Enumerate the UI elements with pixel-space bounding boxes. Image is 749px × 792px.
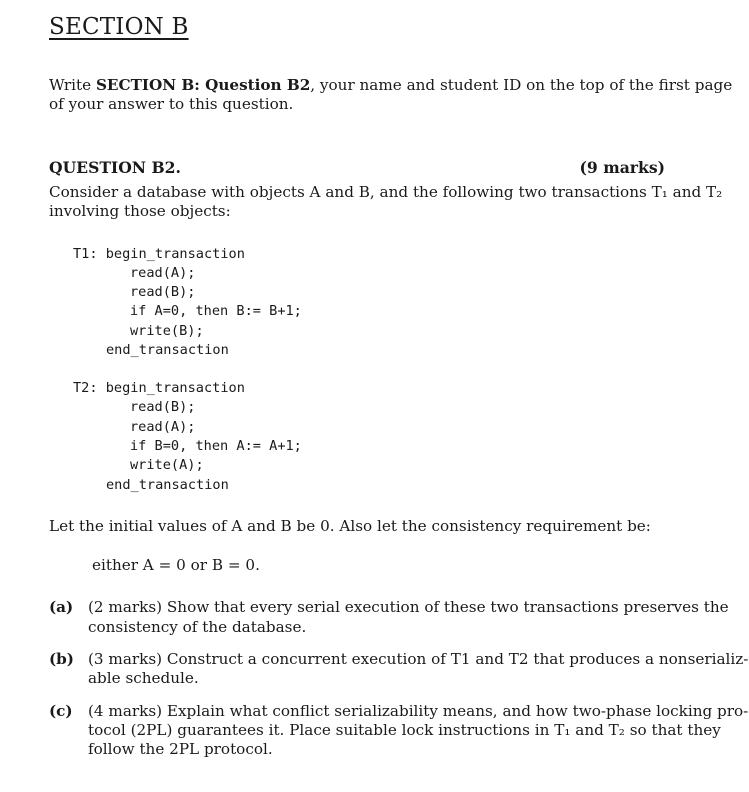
part-b-line-1: (3 marks) Construct a concurrent execution of T1 and T2 that produces a nonserializ- [88, 650, 749, 668]
consistency-statement: Let the initial values of A and B be 0. Also let the consistency requirement be: [49, 517, 651, 535]
question-marks: (9 marks) [579, 158, 665, 177]
t2-header [73, 379, 245, 398]
t1-line-1: read(A); [130, 265, 196, 281]
part-c-line-3: follow the 2PL protocol. [88, 740, 273, 758]
t2-begin: begin_transaction [105, 380, 245, 396]
t1-begin: begin_transaction [105, 246, 245, 262]
part-c-label: (c) [49, 702, 73, 720]
intro-line-2: of your answer to this question. [49, 95, 294, 113]
t2-line-2: read(A); [130, 419, 196, 435]
intro-suffix: , your name and student ID on the top of the first page [310, 76, 733, 94]
section-title: SECTION B [49, 14, 189, 40]
t1-label: T1: [73, 246, 98, 262]
part-c-line-1: (4 marks) Explain what conflict serializability means, and how two-phase locking pro- [88, 702, 749, 720]
question-label: QUESTION B2. [49, 158, 181, 177]
t1-line-3: if A=0, then B:= B+1; [130, 303, 302, 319]
t2-line-1: read(B); [130, 399, 196, 415]
part-a-line-1: (2 marks) Show that every serial execution of these two transactions preserves the [88, 598, 729, 616]
t2-label: T2: [73, 380, 98, 396]
part-b-label: (b) [49, 650, 74, 668]
part-a-label: (a) [49, 598, 74, 616]
part-b-line-2: able schedule. [88, 669, 199, 687]
t2-line-4: write(A); [130, 457, 204, 473]
consistency-requirement: either A = 0 or B = 0. [92, 556, 260, 574]
intro-bold: SECTION B: Question B2 [95, 76, 311, 94]
intro-line-1 [49, 76, 732, 95]
part-a-line-2: consistency of the database. [88, 618, 307, 636]
t1-end: end_transaction [106, 342, 229, 358]
t1-header [73, 245, 245, 264]
t1-line-4: write(B); [130, 323, 204, 339]
t1-line-2: read(B); [130, 284, 196, 300]
t2-end: end_transaction [106, 477, 229, 493]
question-desc-line-2: involving those objects: [49, 202, 231, 220]
part-c-line-2: tocol (2PL) guarantees it. Place suitable lock instructions in T₁ and T₂ so that they [88, 721, 721, 739]
intro-prefix: Write [49, 76, 96, 94]
question-desc-line-1: Consider a database with objects A and B, and the following two transactions T₁ and T₂ [49, 183, 723, 201]
t2-line-3: if B=0, then A:= A+1; [130, 438, 302, 454]
